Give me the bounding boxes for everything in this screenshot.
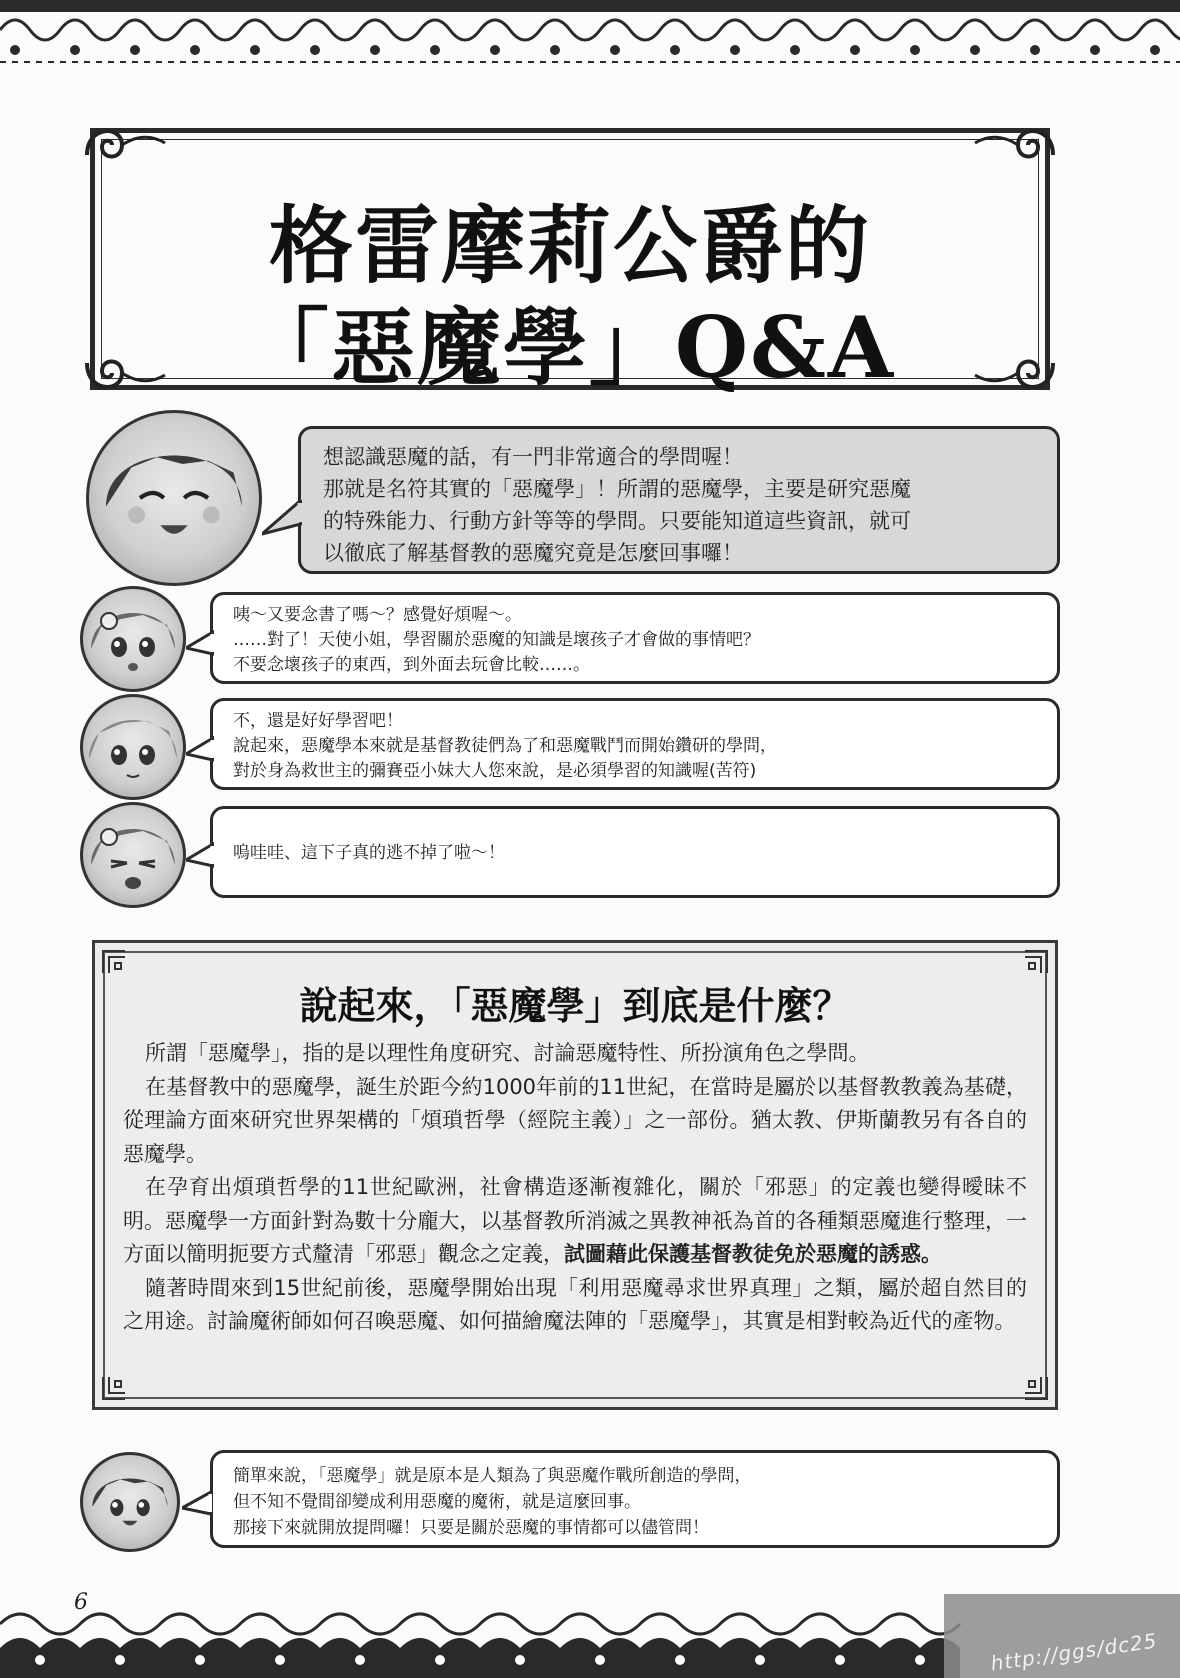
scroll-ornament-icon <box>77 115 167 175</box>
character-face-icon <box>83 805 183 905</box>
article-box <box>92 940 1058 1410</box>
dialogue-line: 不，還是好好學習吧！ <box>233 711 403 731</box>
top-lace-border <box>0 0 1180 70</box>
dialogue-line: 不要念壞孩子的東西，到外面去玩會比較……。 <box>233 655 590 675</box>
corner-ornament-icon <box>1023 949 1049 975</box>
article-body <box>123 1037 1027 1339</box>
article-heading: 說起來，「惡魔學」到底是什麼？ <box>299 984 851 1028</box>
character-face-icon <box>83 697 183 797</box>
speech-tail <box>182 1490 212 1520</box>
dialogue-line: 想認識惡魔的話，有一門非常適合的學問喔！ <box>323 445 743 469</box>
dialogue-line: 那接下來就開放提問囉！只要是關於惡魔的事情都可以儘管問！ <box>233 1518 709 1538</box>
speech-bubble <box>210 1450 1060 1548</box>
page-title-line-2: 「惡魔學」Q&A <box>244 298 896 397</box>
dialogue-line: 簡單來說，「惡魔學」就是原本是人類為了與惡魔作戰所創造的學問， <box>233 1466 752 1486</box>
speech-bubble <box>298 426 1060 574</box>
article-paragraph: 在基督教中的惡魔學，誕生於距今約1000年前的11世紀，在當時是屬於以基督教教義為基礎，從理論方面來研究世界架構的「煩瑣哲學（經院主義）」之一部份。猶太教、伊斯蘭教另有各自的惡魔學。 <box>123 1074 1027 1166</box>
character-face-icon <box>83 1455 177 1549</box>
speech-tail <box>262 500 302 540</box>
dialogue-line: 那就是名符其實的「惡魔學」！所謂的惡魔學，主要是研究惡魔 <box>323 477 911 501</box>
character-face-icon <box>83 589 183 689</box>
dialogue-line: 咦～又要念書了嗎～？感覺好煩喔～。 <box>233 605 522 625</box>
speech-bubble <box>210 698 1060 790</box>
article-paragraph <box>123 1171 1027 1272</box>
avatar-rias-small <box>80 1452 180 1552</box>
corner-ornament-icon <box>1023 1375 1049 1401</box>
speech-bubble <box>210 592 1060 684</box>
dialogue-line: 嗚哇哇、這下子真的逃不掉了啦～！ <box>233 843 505 863</box>
dialogue-line: 的特殊能力、行動方針等等的學問。只要能知道這些資訊，就可 <box>323 509 911 533</box>
speech-tail <box>186 736 214 766</box>
article-emphasis: 試圖藉此保護基督教徒免於惡魔的誘惑。 <box>564 1242 942 1266</box>
article-paragraph: 隨著時間來到15世紀前後，惡魔學開始出現「利用惡魔尋求世界真理」之類，屬於超自然目的之用途。討論魔術師如何召喚惡魔、如何描繪魔法陣的「惡魔學」，其實是相對較為近代的產物。 <box>123 1275 1027 1333</box>
dialogue-line: 對於身為救世主的彌賽亞小妹大人您來說，是必須學習的知識喔(苦符) <box>233 761 757 781</box>
avatar-rias <box>86 410 262 586</box>
title-frame <box>90 128 1050 397</box>
speech-bubble <box>210 806 1060 898</box>
corner-ornament-icon <box>101 1375 127 1401</box>
page-number: 6 <box>74 1590 88 1615</box>
scroll-ornament-icon <box>973 115 1063 175</box>
watermark-url: http://ggs/dc25 <box>989 1628 1159 1676</box>
dialogue-line: ……對了！天使小姐，學習關於惡魔的知識是壞孩子才會做的事情吧？ <box>233 630 760 650</box>
speech-tail <box>186 630 214 660</box>
avatar-angel <box>80 694 186 800</box>
speech-tail <box>186 842 214 872</box>
dialogue-line: 說起來，惡魔學本來就是基督教徒們為了和惡魔戰鬥而開始鑽研的學問， <box>233 736 777 756</box>
corner-ornament-icon <box>101 949 127 975</box>
page-title-line-1: 格雷摩莉公爵的 <box>268 196 871 295</box>
avatar-asia-crying <box>80 802 186 908</box>
dialogue-line: 以徹底了解基督教的惡魔究竟是怎麼回事囉！ <box>323 541 743 565</box>
avatar-asia <box>80 586 186 692</box>
article-paragraph: 所謂「惡魔學」，指的是以理性角度研究、討論惡魔特性、所扮演角色之學問。 <box>145 1041 870 1065</box>
dialogue-line: 但不知不覺間卻變成利用惡魔的魔術，就是這麼回事。 <box>233 1492 641 1512</box>
article-text: 在孕育出煩瑣哲學的11世紀歐洲，社會構造逐漸複雜化，關於「邪惡」的定義也變得曖昧不明。惡魔學一方面針對為數十分龐大，以基督教所消滅之異教神祇為首的各種類惡魔進行整理，一方面以簡明扼要方式釐清「邪惡」觀念之定義， <box>123 1175 1027 1266</box>
character-face-icon <box>89 413 259 583</box>
